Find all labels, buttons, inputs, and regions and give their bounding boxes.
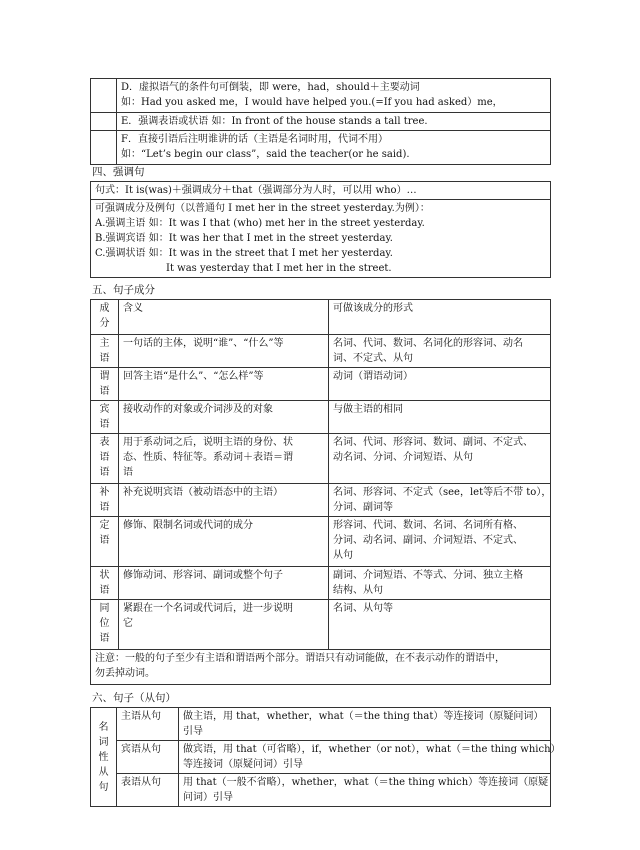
inversion-rule-e: E．强调表语或状语 如：In front of the house stands a tall tree. xyxy=(117,113,551,131)
inversion-rule-d: D．虚拟语气的条件句可倒装，即 were，had，should＋主要动词 如：Had you asked me，I would have helped you.(=If you had asked）me， xyxy=(117,79,551,113)
clauses-table xyxy=(90,707,561,807)
table-row: 宾语从句 做宾语，用 that（可省略），if，whether（or not），what（＝the thing which） 等连接词（原疑问词）引导 xyxy=(91,741,551,774)
note-row: 注意：一般的句子至少有主语和谓语两个部分。谓语只有动词能做，在不表示动作的谓语中， 勿丢掉动词。 xyxy=(91,650,551,685)
table-row: 主 语 一句话的主体，说明“谁”、“什么”等 名词、代词、数词、名词化的形容词、动名 词、不定式、从句 xyxy=(91,335,551,368)
table-row: 状 语 修饰动词、形容词、副词或整个句子 副词、介词短语、不等式、分词、独立主格 结构、从句 xyxy=(91,567,551,600)
table-row: 表语从句 用 that（一般不省略），whether，what（＝the thing which）等连接词（原疑 问词）引导 xyxy=(91,774,551,807)
emphasis-example-c: C.强调状语 如：It was in the street that I met her yesterday. xyxy=(95,248,393,259)
sentence-elements-table xyxy=(90,299,551,685)
table-row: 同 位 语 紧跟在一个名词或代词后，进一步说明 它 名词、从句等 xyxy=(91,600,551,650)
table-row: 宾 语 接收动作的对象或介词涉及的对象 与做主语的相同 xyxy=(91,401,551,434)
table-row: 名 词 性 从 句 主语从句 做主语，用 that，whether，what（＝the thing that）等连接词（原疑问词） 引导 xyxy=(91,708,551,741)
table-row: 定 语 修饰、限制名词或代词的成分 形容词、代词、数词、名词、名词所有格、 分词、动名词、副词、介词短语、不定式、 从句 xyxy=(91,517,551,567)
emphasis-example-c2: It was yesterday that I met her in the street. xyxy=(166,263,392,274)
emphasis-example-b: B.强调宾语 如：It was her that I met in the street yesterday. xyxy=(95,233,393,244)
section-heading-emphasis: 四、强调句 xyxy=(92,166,145,178)
emphasis-example-a: A.强调主语 如：It was I that (who) met her in the street yesterday. xyxy=(95,218,425,229)
emphasis-formula: 句式：It is(was)＋强调成分＋that（强调部分为人时，可以用 who）… xyxy=(91,182,551,200)
inversion-table xyxy=(90,78,551,165)
section-heading-clauses: 六、句子（从句） xyxy=(92,692,176,704)
inversion-rule-f: F．直接引语后注明谁讲的话（主语是名词时用，代词不用） 如：“Let’s begin our class”，said the teacher(or he said). xyxy=(117,131,551,165)
emphasis-examples: 可强调成分及例句（以普通句 I met her in the street yesterday.为例）： A.强调主语 如：It was I that (who) met her in the street yesterday. B.强调宾语 如：It was her that I met in the street yesterday. C.强调状语 如：It was in the street that I met her yesterday. It was yesterday that I met her in the street. xyxy=(91,200,551,278)
table-row: 补 语 补充说明宾语（被动语态中的主语） 名词、形容词、不定式（see，let等后不带 to）， 分词、副词等 xyxy=(91,484,551,517)
noun-clause-label: 名 词 性 从 句 xyxy=(91,708,117,807)
table-header-row: 成 分 含义 可做该成分的形式 xyxy=(91,300,551,335)
section-heading-sentence-elements: 五、句子成分 xyxy=(92,284,155,296)
table-row: 表 语 语 用于系动词之后，说明主语的身份、状 态、性质、特征等。系动词＋表语＝谓 语 名词、代词、形容词、数词、副词、不定式、 动名词、分词、介词短语、从句 xyxy=(91,434,551,484)
table-row: 谓 语 回答主语“是什么”、“怎么样”等 动词（谓语动词） xyxy=(91,368,551,401)
emphasis-table xyxy=(90,181,551,278)
